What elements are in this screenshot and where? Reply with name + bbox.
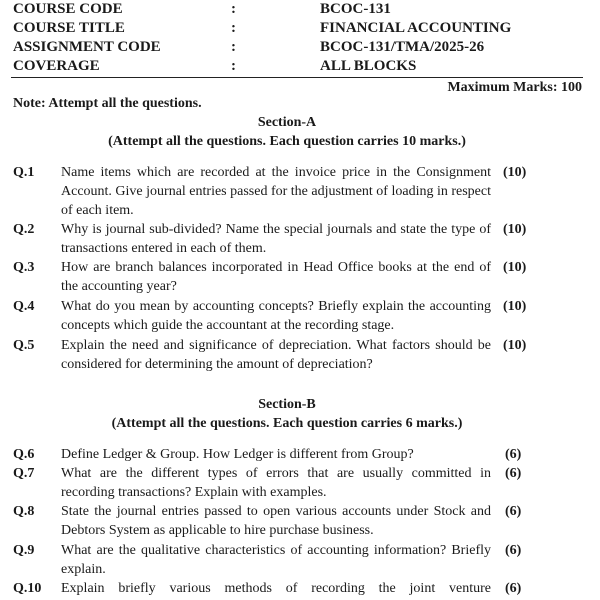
note-text: Note: Attempt all the questions. xyxy=(13,96,202,111)
header-row-course-code xyxy=(0,0,600,19)
question-marks: (6) xyxy=(505,447,522,462)
question-number: Q.6 xyxy=(13,447,35,462)
question-text: How are branch balances incorporated in Head Office books at the end of the accounting year? xyxy=(61,260,491,294)
question-marks: (10) xyxy=(503,222,527,237)
question-number: Q.8 xyxy=(13,504,35,519)
question-marks: (6) xyxy=(505,466,522,481)
question-text: Define Ledger & Group. How Ledger is different from Group? xyxy=(61,447,414,462)
course-code-value: BCOC-131 xyxy=(320,1,391,17)
colon-separator: : xyxy=(231,1,236,17)
colon-separator: : xyxy=(231,20,236,36)
assignment-code-label: ASSIGNMENT CODE xyxy=(13,39,161,55)
question-marks: (10) xyxy=(503,260,527,275)
question-text: Name items which are recorded at the invoice price in the Consignment Account. Give journal entries passed for the adjustment of loading in respect of each item. xyxy=(61,165,491,218)
colon-separator: : xyxy=(231,58,236,74)
section-a-title: Section-A xyxy=(257,115,317,130)
question-marks: (10) xyxy=(503,165,527,180)
question-number: Q.4 xyxy=(13,299,35,314)
question-text: What are the qualitative characteristics of accounting information? Briefly explain. xyxy=(61,543,491,577)
colon-separator: : xyxy=(231,39,236,55)
question-number: Q.3 xyxy=(13,260,35,275)
question-text: Explain briefly various methods of recording the joint venture xyxy=(61,581,491,596)
maximum-marks: Maximum Marks: 100 xyxy=(447,80,582,95)
header-row-assignment-code xyxy=(0,38,600,57)
question-marks: (6) xyxy=(505,581,522,596)
header-row-course-title xyxy=(0,19,600,38)
header-row-coverage xyxy=(0,57,600,76)
course-code-label: COURSE CODE xyxy=(13,1,123,17)
section-b-title: Section-B xyxy=(258,397,316,412)
question-marks: (10) xyxy=(503,338,527,353)
question-text: Explain the need and significance of depreciation. What factors should be considered for determining the amount of depreciation? xyxy=(61,338,491,372)
question-text: What do you mean by accounting concepts? Briefly explain the accounting concepts which guide the accountant at the recording stage. xyxy=(61,299,491,333)
question-text: Why is journal sub-divided? Name the special journals and state the type of transactions entered in each of them. xyxy=(61,222,491,256)
question-number: Q.5 xyxy=(13,338,35,353)
coverage-value: ALL BLOCKS xyxy=(320,58,417,74)
question-number: Q.7 xyxy=(13,466,35,481)
course-title-value: FINANCIAL ACCOUNTING xyxy=(320,20,512,36)
header-divider xyxy=(11,77,583,78)
question-text: State the journal entries passed to open various accounts under Stock and Debtors System as applicable to hire purchase business. xyxy=(61,504,491,538)
question-number: Q.1 xyxy=(13,165,35,180)
question-number: Q.10 xyxy=(13,581,42,596)
course-title-label: COURSE TITLE xyxy=(13,20,125,36)
question-text: What are the different types of errors that are usually committed in recording transactions? Explain with examples. xyxy=(61,466,491,500)
question-number: Q.2 xyxy=(13,222,35,237)
question-number: Q.9 xyxy=(13,543,35,558)
question-marks: (6) xyxy=(505,504,522,519)
coverage-label: COVERAGE xyxy=(13,58,100,74)
assignment-code-value: BCOC-131/TMA/2025-26 xyxy=(320,39,485,55)
section-b-instruction: (Attempt all the questions. Each question carries 6 marks.) xyxy=(111,416,463,431)
question-marks: (10) xyxy=(503,299,527,314)
section-a-instruction: (Attempt all the questions. Each question carries 10 marks.) xyxy=(108,134,466,149)
question-marks: (6) xyxy=(505,543,522,558)
